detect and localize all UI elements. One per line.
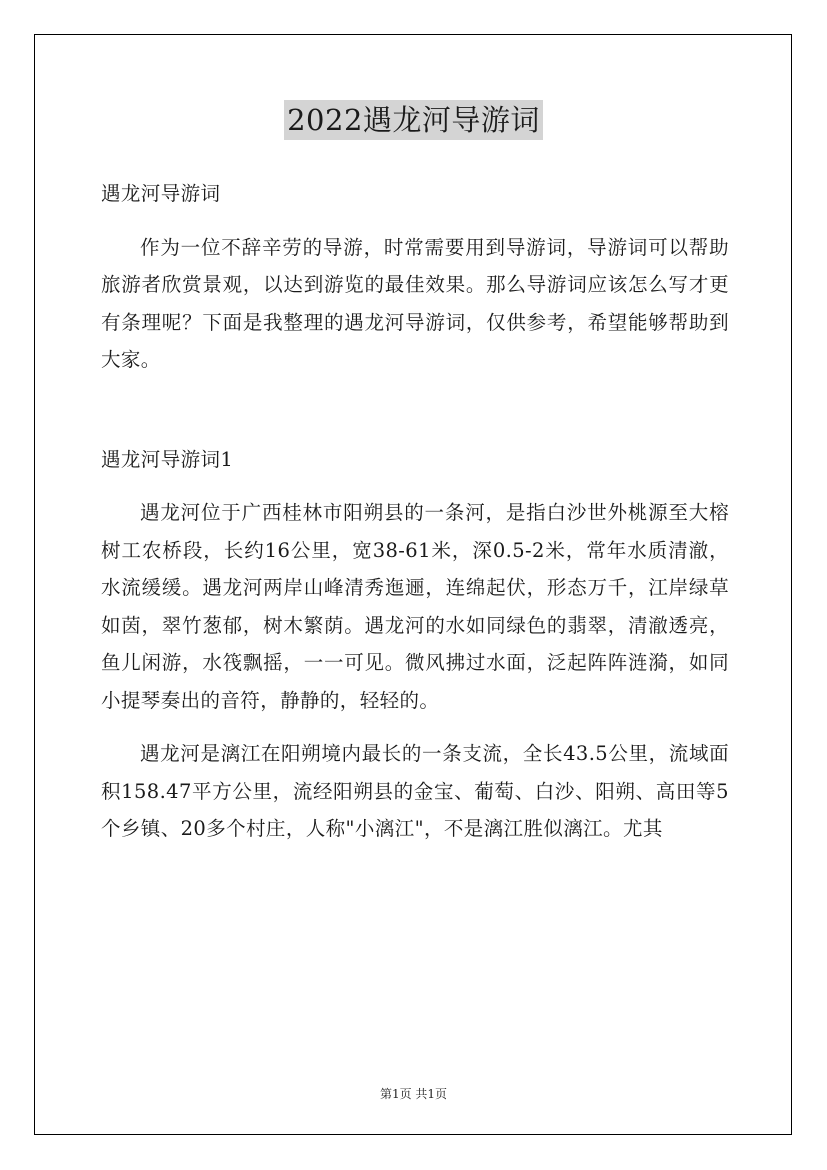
- page-footer: 第1页 共1页: [379, 1087, 448, 1101]
- intro-paragraph: 作为一位不辞辛劳的导游，时常需要用到导游词，导游词可以帮助旅游者欣赏景观，以达到游览的最佳效果。那么导游词应该怎么写才更有条理呢？下面是我整理的遇龙河导游词，仅供参考，希望能够帮助到大家。: [101, 235, 729, 371]
- title-wrapper: [0, 100, 827, 140]
- section-heading: 遇龙河导游词1: [101, 447, 234, 471]
- document-body: [101, 175, 729, 848]
- spacer: [101, 379, 729, 441]
- spacer: [101, 213, 729, 229]
- body-paragraph-2: 遇龙河是漓江在阳朔境内最长的一条支流，全长43.5公里，流域面积158.47平方公里，流经阳朔县的金宝、葡萄、白沙、阳朔、高田等5个乡镇、20多个村庄，人称"小漓江"，不是漓江胜似漓江。尤其: [101, 742, 729, 840]
- spacer: [101, 478, 729, 494]
- body-paragraph-1: 遇龙河位于广西桂林市阳朔县的一条河，是指白沙世外桃源至大榕树工农桥段，长约16公里，宽38-61米，深0.5-2米，常年水质清澈，水流缓缓。遇龙河两岸山峰清秀迤逦，连绵起伏，形态万千，江岸绿草如茵，翠竹葱郁，树木繁荫。遇龙河的水如同绿色的翡翠，清澈透亮，鱼儿闲游，水筏飘摇，一一可见。微风拂过水面，泛起阵阵涟漪，如同小提琴奏出的音符，静静的，轻轻的。: [101, 501, 729, 712]
- document-subtitle: 遇龙河导游词: [101, 182, 221, 205]
- document-title: 2022遇龙河导游词: [284, 100, 543, 140]
- spacer: [101, 719, 729, 735]
